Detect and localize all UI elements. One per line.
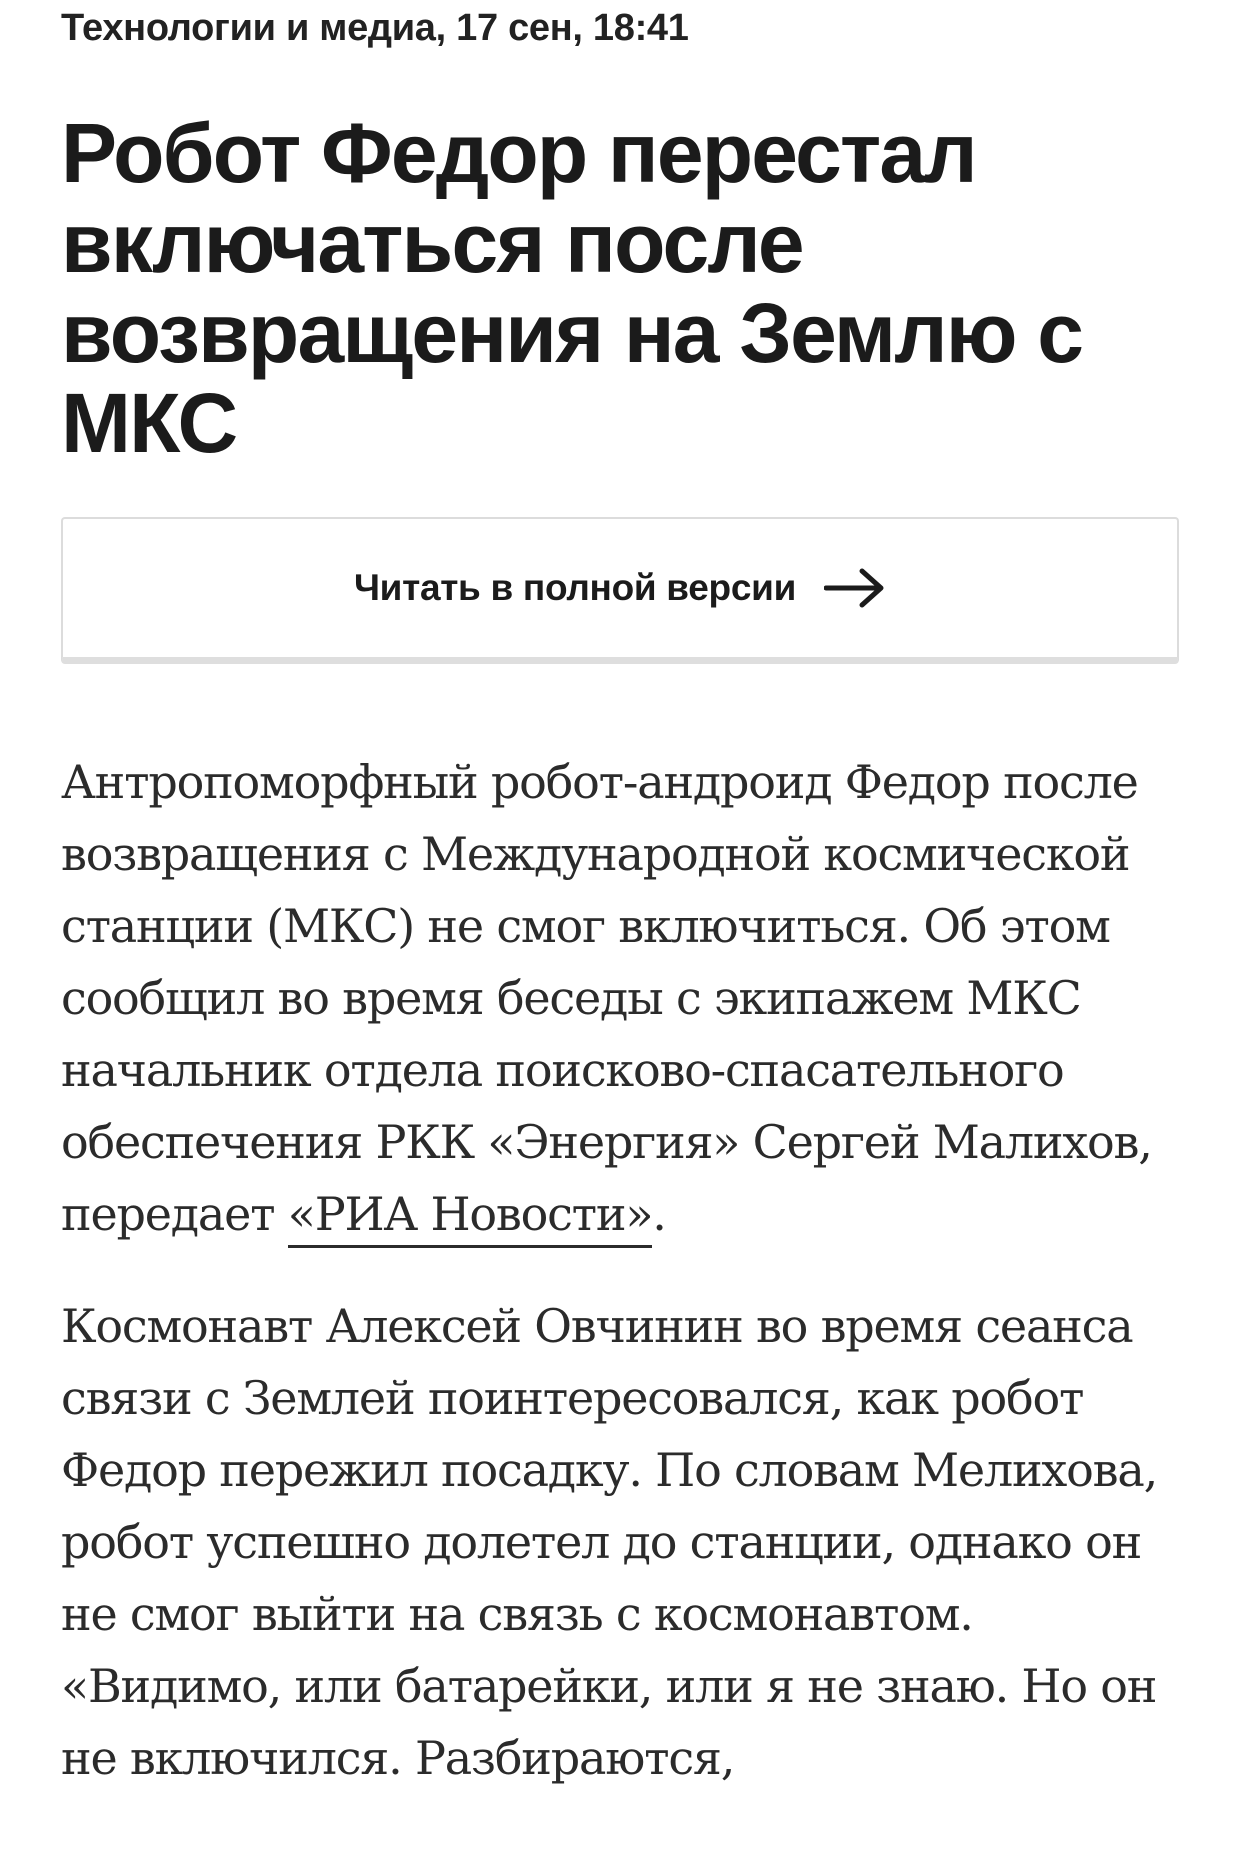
article-paragraph [61,746,1191,1250]
read-full-version-label: Читать в полной версии [353,567,797,608]
article-paragraph: Космонавт Алексей Овчинин во время сеанса связи с Землей поинтересовался, как робот Федор пережил посадку. По словам Мелихова, робот успешно долетел до станции, однако он не смог выйти на связь с космонавтом. «Видимо, или батарейки, или я не знаю. Но он не включился. Разбираются, [61,1299,1158,1785]
paragraph-text: Антропоморфный робот-андроид Федор после возвращения с Международной космической станции (МКС) не смог включиться. Об этом сообщил во время беседы с экипажем МКС начальник отдела поисково-спасательного обеспечения РКК «Энергия» Сергей Малихов, передает [61,755,1152,1241]
paragraph-end: . [652,1187,666,1241]
article-title: Робот Федор перестал включаться после возвращения на Землю с МКС [61,106,1083,470]
ria-novosti-link[interactable]: «РИА Новости» [288,1187,652,1248]
read-full-version-button[interactable] [61,517,1179,664]
article-meta: Технологии и медиа, 17 сен, 18:41 [61,7,689,49]
article-body [61,746,1191,1834]
arrow-right-icon [824,566,886,610]
